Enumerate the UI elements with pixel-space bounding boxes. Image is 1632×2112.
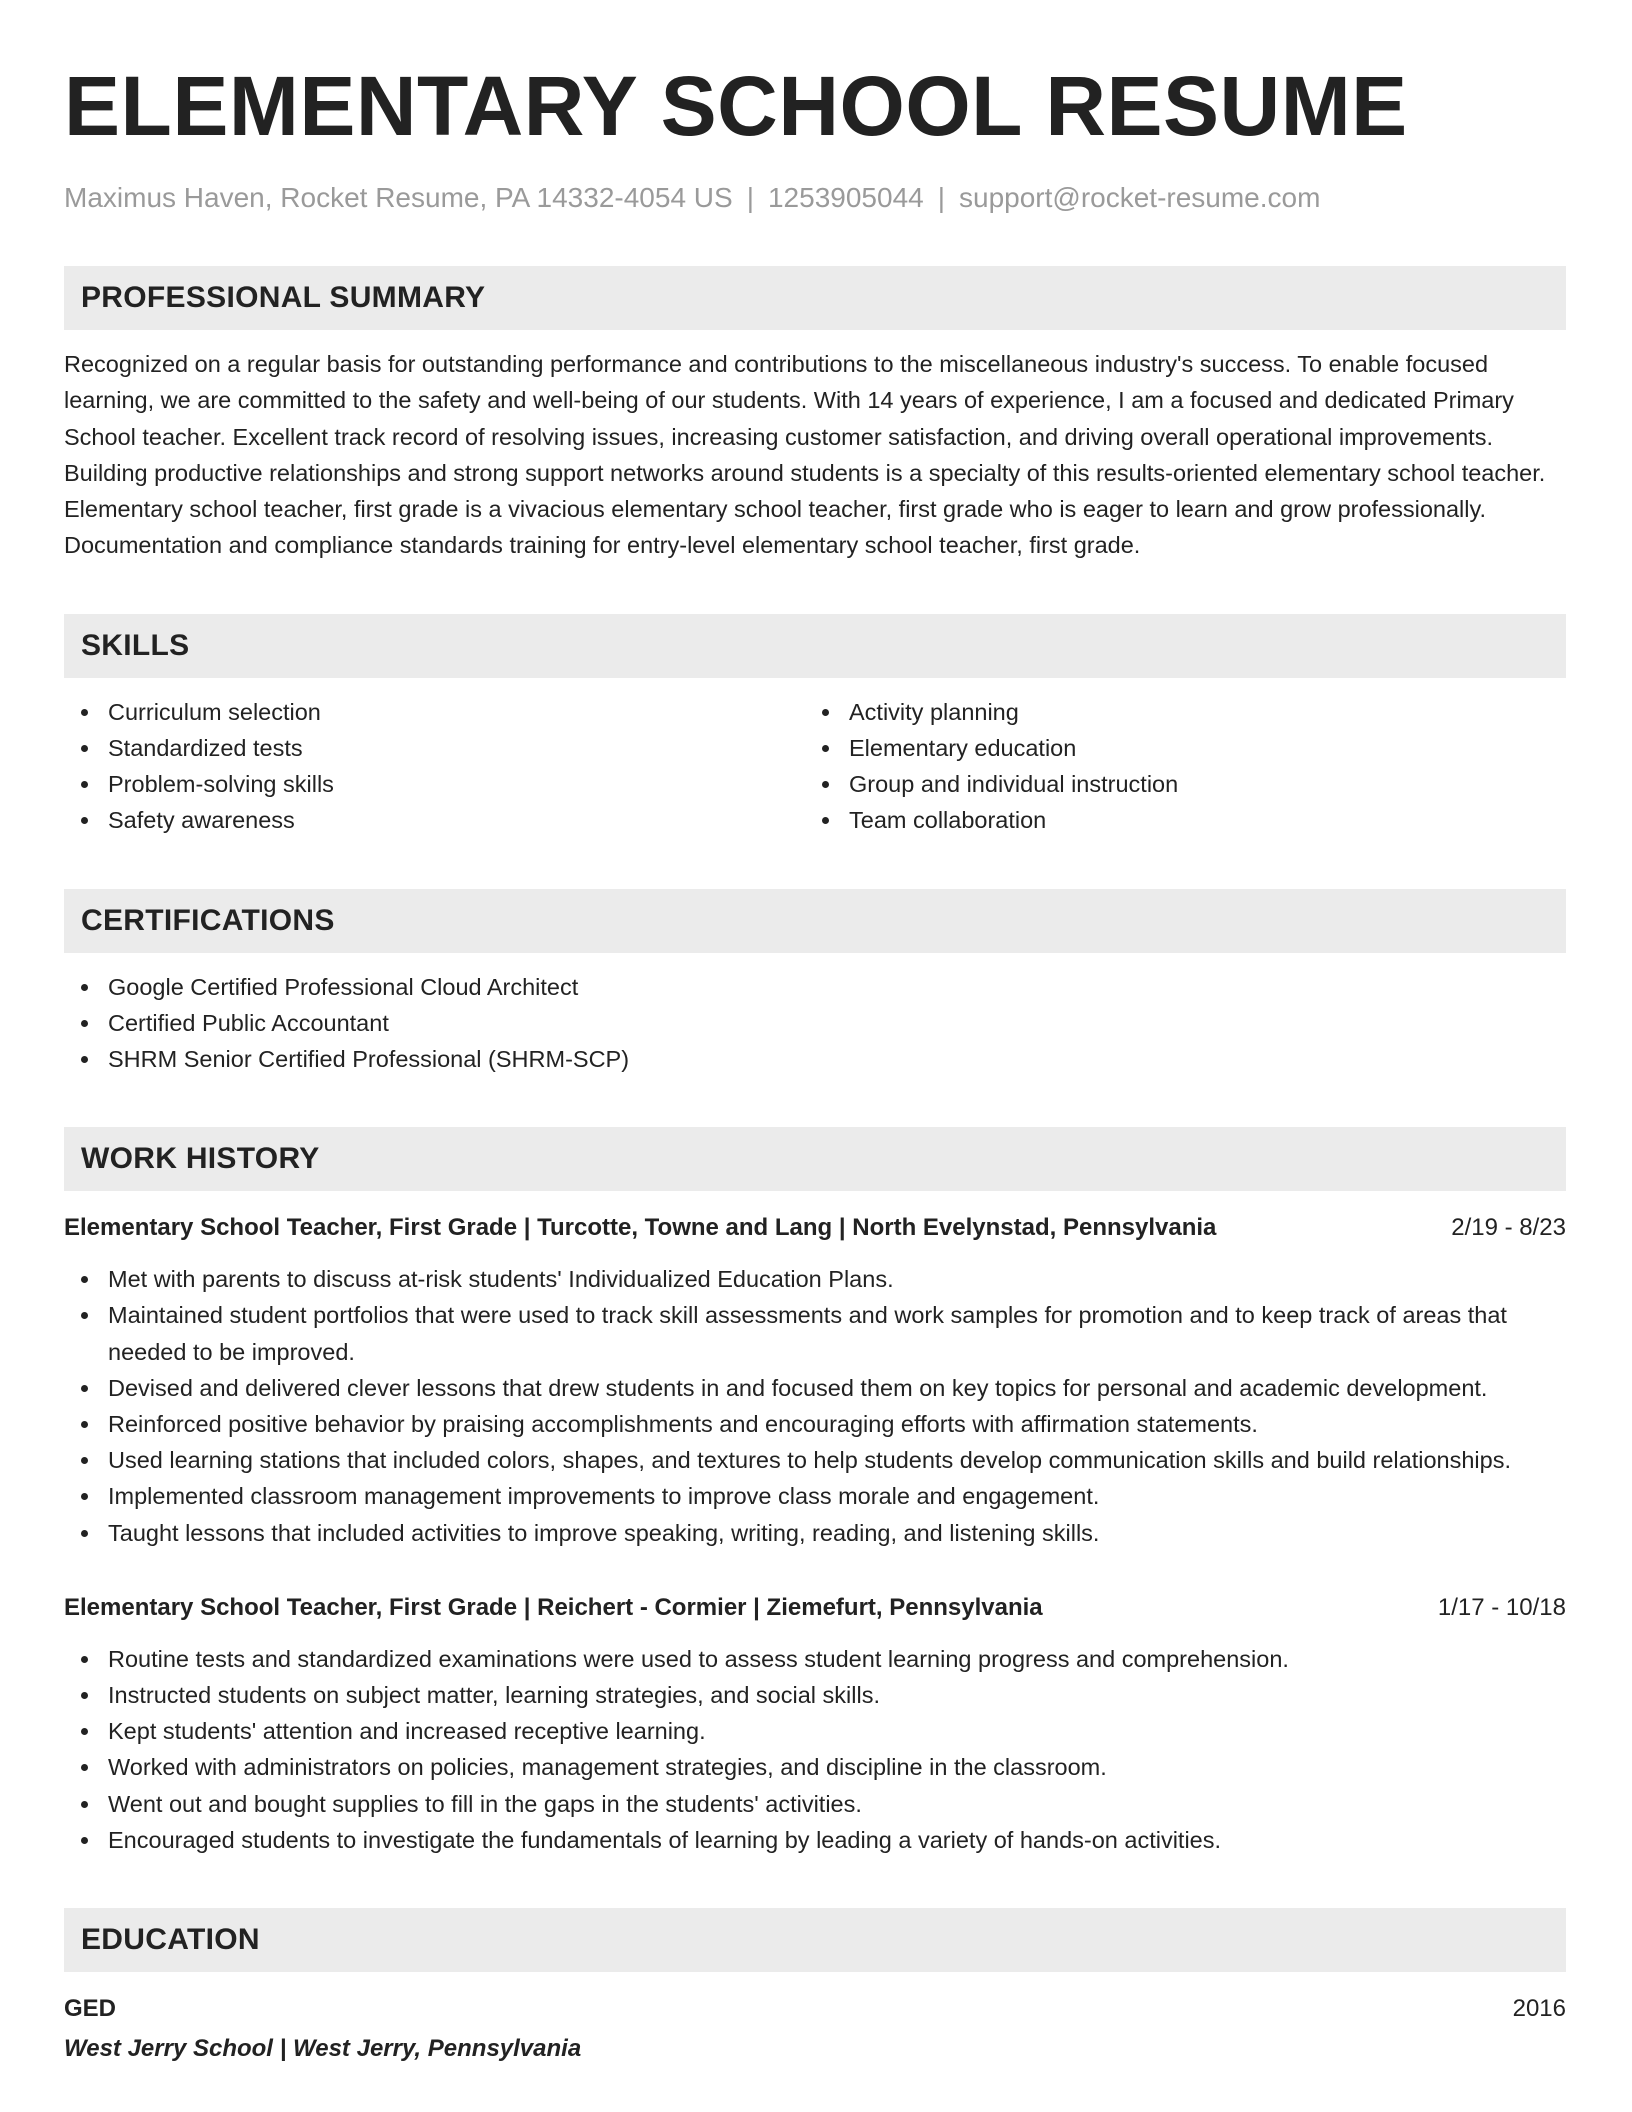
contact-phone: 1253905044 [767,182,924,213]
contact-separator: | [937,182,945,213]
education-section-header [64,1908,1566,1972]
job-dates: 2/19 - 8/23 [1451,1214,1566,1242]
job-bullet: Implemented classroom management improvements to improve class morale and engagement. [64,1478,1566,1514]
skill-item: Elementary education [805,730,1546,766]
certification-item: Certified Public Accountant [64,1005,1566,1041]
job-title: Elementary School Teacher, First Grade | Turcotte, Towne and Lang | North Evelynstad, Pennsylvania [64,1214,1217,1242]
skill-item: Team collaboration [805,802,1546,838]
job-bullet: Routine tests and standardized examinations were used to assess student learning progress and comprehension. [64,1641,1566,1677]
summary-section-header [64,266,1566,330]
skill-item: Group and individual instruction [805,766,1546,802]
skill-item: Curriculum selection [64,694,805,730]
contact-address: Maximus Haven, Rocket Resume, PA 14332-4054 US [64,182,733,213]
resume-page [64,60,1566,2066]
skills-heading: SKILLS [81,628,190,662]
job-bullets [64,1261,1566,1551]
contact-separator: | [746,182,754,213]
contact-email: support@rocket-resume.com [959,182,1321,213]
certifications-heading: CERTIFICATIONS [81,903,335,937]
skills-column-left [64,694,805,839]
skill-item: Problem-solving skills [64,766,805,802]
work-heading: WORK HISTORY [81,1142,320,1176]
education-year: 2016 [1512,1995,1566,2023]
skill-item: Standardized tests [64,730,805,766]
job-header [64,1211,1566,1245]
certification-item: Google Certified Professional Cloud Architect [64,969,1566,1005]
job-header [64,1591,1566,1625]
job-entry [64,1211,1566,1551]
education-school: West Jerry School | West Jerry, Pennsylvania [64,2035,582,2063]
work-section-header [64,1127,1566,1191]
job-bullet: Taught lessons that included activities to improve speaking, writing, reading, and listening skills. [64,1515,1566,1551]
certification-item: SHRM Senior Certified Professional (SHRM-SCP) [64,1041,1566,1077]
job-bullet: Met with parents to discuss at-risk students' Individualized Education Plans. [64,1261,1566,1297]
skill-item: Activity planning [805,694,1546,730]
job-title: Elementary School Teacher, First Grade | Reichert - Cormier | Ziemefurt, Pennsylvania [64,1593,1043,1621]
education-degree: GED [64,1995,117,2023]
skill-item: Safety awareness [64,802,805,838]
job-entry [64,1591,1566,1858]
certifications-list [64,969,1566,1078]
certifications-section-header [64,889,1566,953]
job-bullet: Used learning stations that included colors, shapes, and textures to help students develop communication skills and build relationships. [64,1442,1566,1478]
job-bullet: Devised and delivered clever lessons that drew students in and focused them on key topics for personal and academic development. [64,1370,1566,1406]
skills-list [64,694,1566,839]
job-bullet: Maintained student portfolios that were used to track skill assessments and work samples for promotion and to keep track of areas that needed to be improved. [64,1297,1566,1369]
job-bullets [64,1641,1566,1858]
job-bullet: Reinforced positive behavior by praising accomplishments and encouraging efforts with affirmation statements. [64,1406,1566,1442]
job-dates: 1/17 - 10/18 [1437,1593,1566,1621]
resume-title: ELEMENTARY SCHOOL RESUME [64,59,1408,153]
skills-column-right [805,694,1546,839]
summary-text: Recognized on a regular basis for outstanding performance and contributions to the miscellaneous industry's success. To enable focused learning, we are committed to the safety and well-being of our students. With 14 years of experience, I am a focused and dedicated Primary School teacher. Excellent track record of resolving issues, increasing customer satisfaction, and driving overall operational improvements. Building productive relationships and strong support networks around students is a specialty of this results-oriented elementary school teacher. Elementary school teacher, first grade is a vivacious elementary school teacher, first grade who is eager to learn and grow professionally. Documentation and compliance standards training for entry-level elementary school teacher, first grade. [64,351,1546,559]
skills-section-header [64,614,1566,678]
education-header [64,1992,1566,2026]
job-bullet: Instructed students on subject matter, learning strategies, and social skills. [64,1677,1566,1713]
job-bullet: Encouraged students to investigate the fundamentals of learning by leading a variety of hands-on activities. [64,1822,1566,1858]
summary-heading: PROFESSIONAL SUMMARY [81,281,486,314]
job-bullet: Went out and bought supplies to fill in the gaps in the students' activities. [64,1786,1566,1822]
job-bullet: Kept students' attention and increased receptive learning. [64,1713,1566,1749]
job-bullet: Worked with administrators on policies, management strategies, and discipline in the classroom. [64,1749,1566,1785]
contact-line [64,180,1566,216]
education-heading: EDUCATION [81,1923,260,1957]
